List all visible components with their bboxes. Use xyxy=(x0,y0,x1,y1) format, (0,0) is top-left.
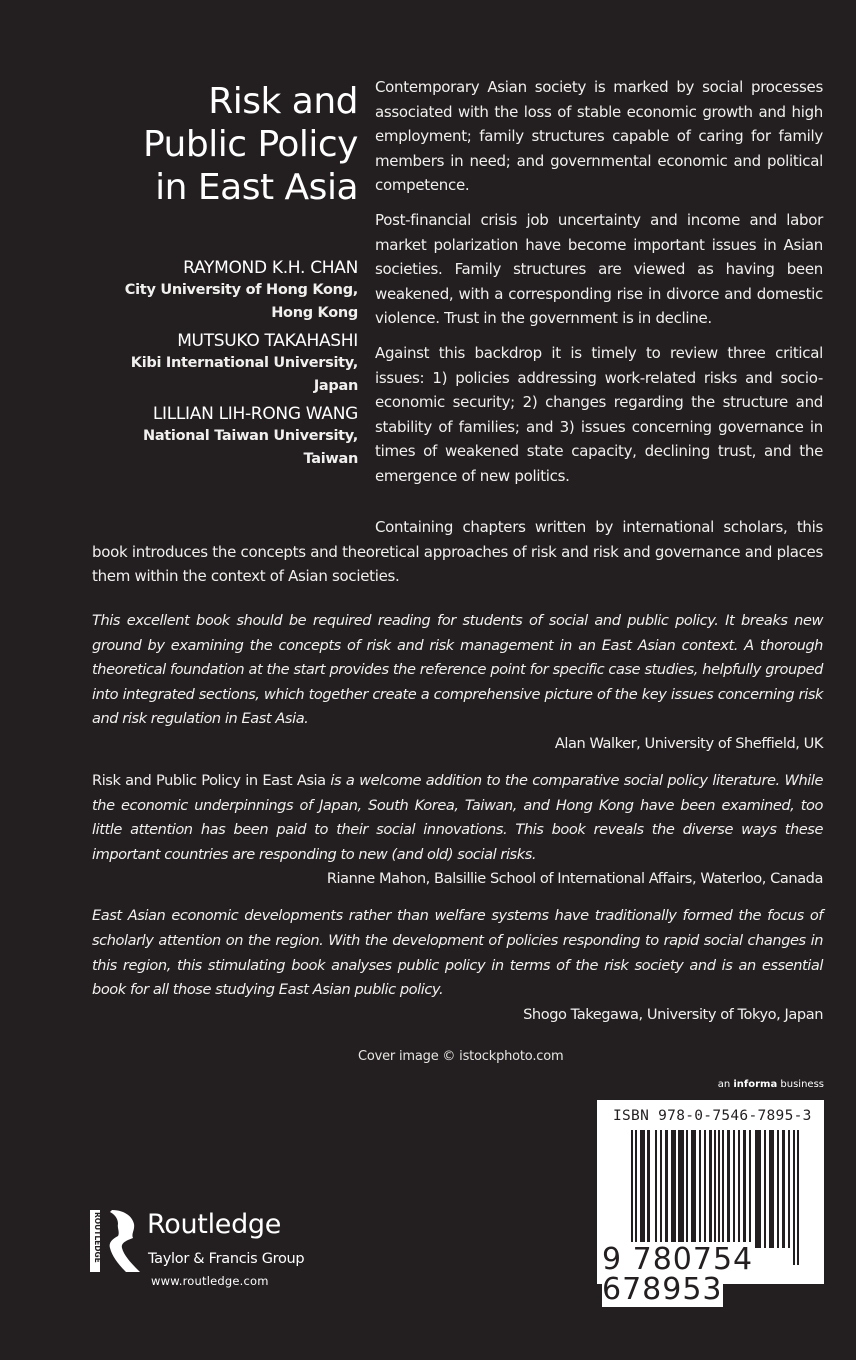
author-name: MUTSUKO TAKAHASHI xyxy=(177,331,358,351)
title-line-1: Risk and xyxy=(208,81,358,122)
informa-suffix: business xyxy=(777,1079,824,1090)
publisher-name: Routledge xyxy=(147,1209,282,1240)
title-line-2: Public Policy xyxy=(142,124,358,165)
description-closing-paragraph: Containing chapters written by international scholars, this book introduces the concepts and theoretical approaches of risk and risk and governance and places them within the context of Asian societies. xyxy=(92,518,823,586)
affiliation-line: Kibi International University, xyxy=(130,355,358,371)
description-paragraph: Post-financial crisis job uncertainty and income and labor market polarization have become important issues in Asian societies. Family structures are viewed as having been weakened, with a corresponding rise in divorce and domestic violence. Trust in the government is in decline. xyxy=(375,210,823,328)
isbn-label: ISBN 978-0-7546-7895-3 xyxy=(613,1108,812,1124)
cover-image-credit: Cover image © istockphoto.com xyxy=(358,1049,564,1064)
barcode-number: 9 780754 678953 xyxy=(602,1242,754,1307)
author-list xyxy=(100,257,358,476)
informa-brand: informa xyxy=(733,1079,778,1090)
title-line-3: in East Asia xyxy=(155,167,358,208)
review-text xyxy=(92,609,823,732)
author-affiliation xyxy=(100,352,358,398)
routledge-r-profile-icon xyxy=(90,1208,142,1274)
publisher-group: Taylor & Francis Group xyxy=(148,1251,305,1267)
barcode-digits xyxy=(602,1242,812,1307)
author-entry xyxy=(100,403,358,471)
review-attribution: Alan Walker, University of Sheffield, UK xyxy=(554,734,823,752)
review-body: is a welcome addition to the comparative social policy literature. While the economic underpinnings of Japan, South Korea, Taiwan, and Hong Kong have been examined, too little attention has been paid to their social innovations. This book reveals the diverse ways these important countries are responding to new (and old) social risks. xyxy=(92,771,823,863)
review-attribution: Shogo Takegawa, University of Tokyo, Japan xyxy=(523,1005,823,1023)
isbn-barcode xyxy=(597,1100,824,1307)
author-affiliation xyxy=(100,425,358,471)
logo-vertical-text: ROUTLEDGE xyxy=(93,1212,102,1263)
description-paragraph: Against this backdrop it is timely to review three critical issues: 1) policies addressing work-related risks and socio-economic security; 2) changes regarding the structure and stability of families; and 3) issues concerning governance in times of weakened state capacity, declining trust, and the emergence of new politics. xyxy=(375,343,823,485)
review-text xyxy=(92,904,823,1002)
author-name: RAYMOND K.H. CHAN xyxy=(183,258,358,278)
informa-prefix: an xyxy=(717,1079,734,1090)
book-title xyxy=(100,80,358,209)
book-description xyxy=(375,75,823,499)
affiliation-line: Taiwan xyxy=(303,451,358,467)
review xyxy=(92,769,823,891)
informa-tagline xyxy=(640,1079,824,1090)
author-name: LILLIAN LIH-RONG WANG xyxy=(152,404,358,424)
author-entry xyxy=(100,257,358,325)
affiliation-line: City University of Hong Kong, xyxy=(124,282,358,298)
description-paragraph: Contemporary Asian society is marked by social processes associated with the loss of stable economic growth and high employment; family structures capable of caring for family members in need; and governmental economic and political competence. xyxy=(375,78,823,195)
author-affiliation xyxy=(100,279,358,325)
affiliation-line: Hong Kong xyxy=(271,305,358,321)
review-body: East Asian economic developments rather than welfare systems have traditionally formed the focus of scholarly attention on the region. With the development of policies responding to rapid social changes in this region, this stimulating book analyses public policy in terms of the risk society and is an essential book for all those studying East Asian public policy. xyxy=(92,907,823,999)
review-book-title: Risk and Public Policy in East Asia xyxy=(92,771,326,789)
review-list xyxy=(92,609,823,1040)
affiliation-line: National Taiwan University, xyxy=(142,428,358,444)
author-entry xyxy=(100,330,358,398)
publisher-url[interactable]: www.routledge.com xyxy=(151,1274,269,1288)
review-text xyxy=(92,769,823,867)
review xyxy=(92,904,823,1026)
review-body: This excellent book should be required reading for students of social and public policy. It breaks new ground by examining the concepts of risk and risk management in an East Asian context. A thorough theoretical foundation at the start provides the reference point for specific case studies, helpfully grouped into integrated sections, which together create a comprehensive picture of the key issues concerning risk and risk regulation in East Asia. xyxy=(92,612,823,728)
affiliation-line: Japan xyxy=(313,378,358,394)
review xyxy=(92,609,823,756)
review-attribution: Rianne Mahon, Balsillie School of International Affairs, Waterloo, Canada xyxy=(326,870,823,888)
